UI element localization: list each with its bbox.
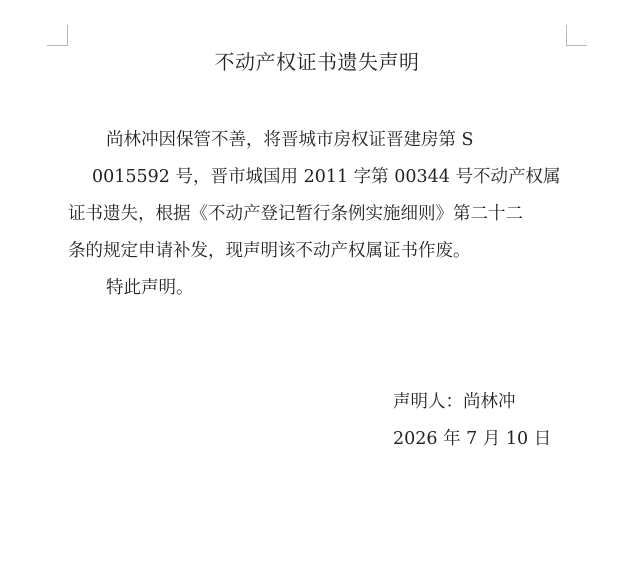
body-line-4: 条的规定申请补发，现声明该不动产权属证书作废。 <box>68 241 471 261</box>
signature-block <box>393 384 551 458</box>
closing-statement: 特此声明。 <box>106 278 194 298</box>
body-line-1: 尚林冲因保管不善，将晋城市房权证晋建房第 S <box>106 130 474 150</box>
body-line-2: 0015592 号，晋市城国用 2011 字第 00344 号不动产权属 <box>92 167 561 187</box>
declarant-name: 声明人：尚林冲 <box>393 392 516 412</box>
document-body <box>68 122 574 307</box>
crop-mark-top-right <box>566 25 587 46</box>
crop-mark-top-left <box>47 25 68 46</box>
declaration-date: 2026 年 7 月 10 日 <box>393 429 552 449</box>
body-line-3: 证书遗失，根据《不动产登记暂行条例实施细则》第二十二 <box>68 204 523 224</box>
document-title: 不动产权证书遗失声明 <box>214 50 420 74</box>
